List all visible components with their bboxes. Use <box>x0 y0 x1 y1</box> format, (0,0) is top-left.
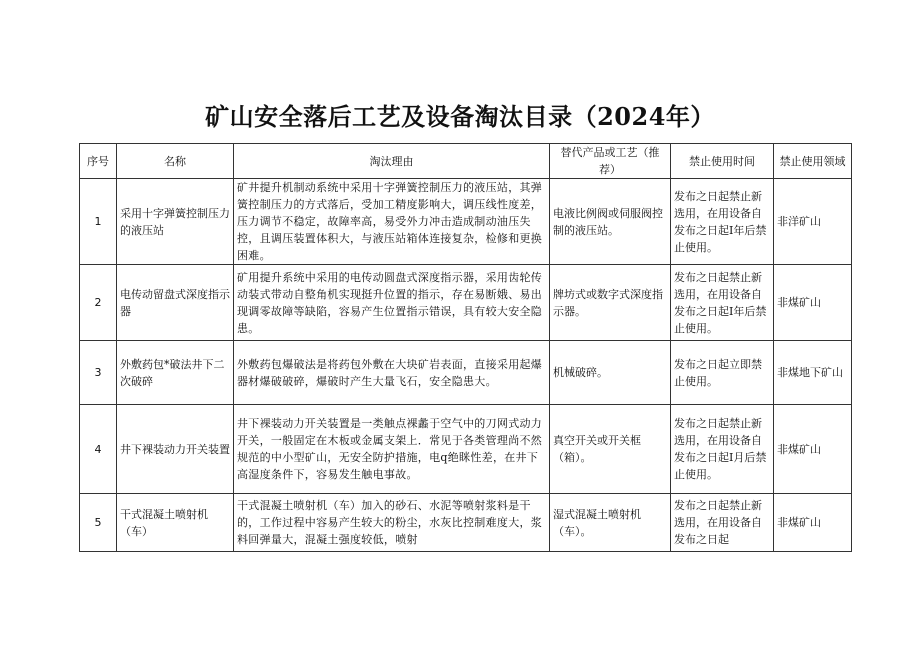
table-header-row <box>80 144 852 179</box>
row-replacement: 湿式混凝土喷射机（车）。 <box>550 494 671 552</box>
row-reason: 矿井提升机制动系统中采用十字弹簧控制压力的液压站，其弹簧控制压力的方式落后，受加工精度影响大，调压线性度差，压力调节不稳定，故障率高，易受外力冲击造成制动油压失控，且调压装置体积大，与液压站箱体连接复杂，检修和更换困难。 <box>234 179 550 265</box>
row-number: 1 <box>80 179 117 265</box>
row-replacement: 机械破碎。 <box>550 341 671 405</box>
row-ban-area: 非煤地下矿山 <box>774 341 852 405</box>
row-name: 采用十字弹簧控制压力的液压站 <box>117 179 234 265</box>
row-reason: 井下裸装动力开关装置是一类触点裸蠡于空气中的刀网式动力开关，一般固定在木板或金属支架上．常见于各类管理尚不然规范的中小型矿山，无安全防护措施，电q绝眯性差，在井下高湿度条件下，容易发生触电事故。 <box>234 405 550 494</box>
header-ban-area: 禁止使用领域 <box>774 144 852 179</box>
table-row <box>80 494 852 552</box>
header-name: 名称 <box>117 144 234 179</box>
row-reason: 矿用提升系统中采用的电传动圆盘式深度指示器，采用齿轮传动装式带动自整角机实现挺升位置的指示，存在易断娥、易出现调零故障等缺陷，容易产生位置指示错误，具有较大安全隐患。 <box>234 265 550 341</box>
document-title: 矿山安全落后工艺及设备淘汰目录（2024年） <box>205 102 715 131</box>
row-number: 4 <box>80 405 117 494</box>
header-num: 序号 <box>80 144 117 179</box>
row-reason: 干式混凝土喷射机（车）加入的砂石、水泥等喷射浆料是干的，工作过程中容易产生较大的粉尘，水灰比控制难度大，浆料回弹量大，混凝土强度较低，喷射 <box>234 494 550 552</box>
row-number: 2 <box>80 265 117 341</box>
row-ban-time: 发布之日起禁止新选用，在用设备自发布之日起Ⅰ月后禁止使用。 <box>671 405 774 494</box>
row-ban-area: 非煤矿山 <box>774 405 852 494</box>
row-name: 干式混凝土喷射机（车） <box>117 494 234 552</box>
header-reason: 淘汰理由 <box>234 144 550 179</box>
row-ban-time: 发布之日起立即禁止使用。 <box>671 341 774 405</box>
row-ban-area: 非煤矿山 <box>774 265 852 341</box>
table-row <box>80 341 852 405</box>
header-ban-time: 禁止使用时间 <box>671 144 774 179</box>
row-ban-time: 发布之日起禁止新选用，在用设备自发布之日起Ⅰ年后禁止使用。 <box>671 179 774 265</box>
row-replacement: 牌坊式或数字式深度指示器。 <box>550 265 671 341</box>
row-name: 外敷药包*破法井下二次破碎 <box>117 341 234 405</box>
row-ban-area: 非煤矿山 <box>774 494 852 552</box>
row-ban-time: 发布之日起禁止新选用，在用设备自发布之日起Ⅰ年后禁止使用。 <box>671 265 774 341</box>
elimination-catalog-table <box>79 143 852 552</box>
row-replacement: 电液比例阀或伺服阀控制的液压站。 <box>550 179 671 265</box>
table-row <box>80 405 852 494</box>
row-number: 5 <box>80 494 117 552</box>
row-name: 井下裸装动力开关装置 <box>117 405 234 494</box>
row-name: 电传动留盘式深度指示器 <box>117 265 234 341</box>
row-reason: 外敷药包爆破法是将药包外敷在大块矿岩表面，直接采用起爆器材爆破破碎，爆破时产生大量飞石，安全隐患大。 <box>234 341 550 405</box>
header-replacement: 替代产品或工艺（推荐） <box>550 144 671 179</box>
table-row <box>80 265 852 341</box>
row-ban-area: 非洋矿山 <box>774 179 852 265</box>
row-replacement: 真空开关或开关框（箱）。 <box>550 405 671 494</box>
table-row <box>80 179 852 265</box>
row-ban-time: 发布之日起禁止新选用，在用设备自发布之日起 <box>671 494 774 552</box>
row-number: 3 <box>80 341 117 405</box>
